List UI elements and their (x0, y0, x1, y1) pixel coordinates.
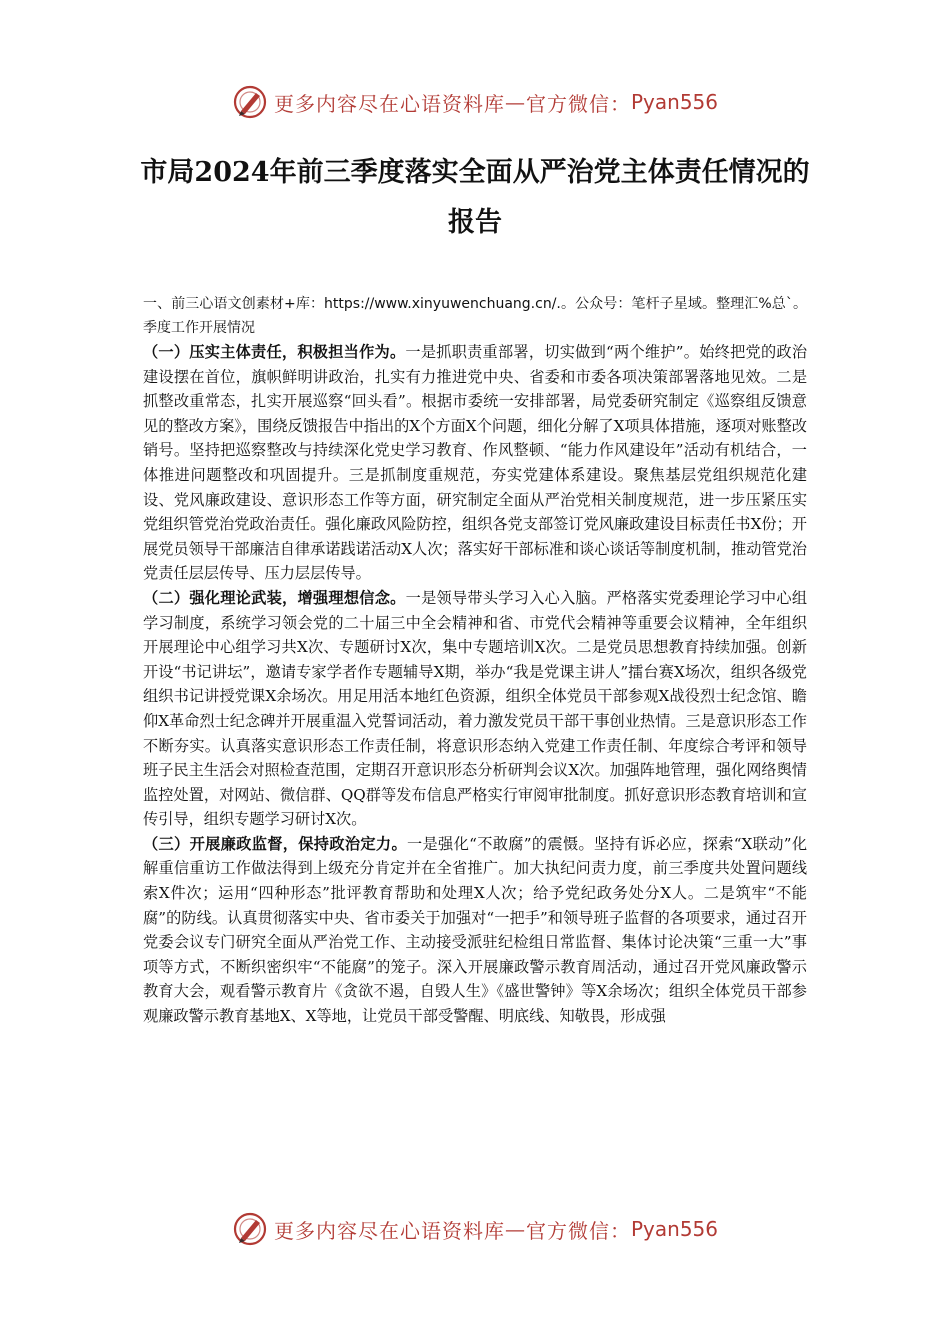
document-body (143, 292, 807, 1029)
banner-dash: — (504, 1217, 526, 1241)
paragraph-lead: （三）开展廉政监督，保持政治定力。 (143, 834, 407, 853)
banner-wechat-label: 官方微信： (525, 1218, 631, 1243)
paragraph-text: 一是领导带头学习入心入脑。严格落实党委理论学习中心组学习制度，系统学习领会党的二十届三中全会精神和省、市党代会精神等重要会议精神，全年组织开展理论中心组学习共X次、专题研讨X次，集中专题培训X次。二是党员思想教育持续加强。创新开设“书记讲坛”，邀请专家学者作专题辅导X期，举办“我是党课主讲人”擂台赛X场次，组织各级党组织书记讲授党课X余场次。用足用活本地红色资源，组织全体党员干部参观X战役烈士纪念馆、瞻仰X革命烈士纪念碑并开展重温入党誓词活动，着力激发党员干部干事创业热情。三是意识形态工作不断夯实。认真落实意识形态工作责任制，将意识形态纳入党建工作责任制、年度综合考评和领导班子民主生活会对照检查范围，定期召开意识形态分析研判会议X次。加强阵地管理，强化网络舆情监控处置，对网站、微信群、QQ群等发布信息严格实行审阅审批制度。抓好意识形态教育培训和宣传引导，组织专题学习研讨X次。 (143, 588, 808, 829)
pen-logo-icon (232, 1211, 268, 1247)
banner-wechat-id: Pyan556 (630, 1217, 718, 1241)
paragraph-lead: （一）压实主体责任，积极担当作为。 (143, 343, 406, 361)
footer-banner (0, 1209, 950, 1249)
banner-wechat-id: Pyan556 (630, 90, 718, 114)
paragraph-text: 一是抓职责重部署，切实做到“两个维护”。始终把党的政治建设摆在首位，旗帜鲜明讲政治，扎实有力推进党中央、省委和市委各项决策部署落地见效。二是抓整改重常态，扎实开展巡察“回头看”。根据市委统一安排部署，局党委研究制定《巡察组反馈意见的整改方案》，围绕反馈报告中指出的X个方面X个问题，细化分解了X项具体措施，逐项对账整改销号。坚持把巡察整改与持续深化党史学习教育、作风整顿、“能力作风建设年”活动有机结合，一体推进问题整改和巩固提升。三是抓制度重规范，夯实党建体系建设。聚焦基层党组织规范化建设、党风廉政建设、意识形态工作等方面，研究制定全面从严治党相关制度规范，进一步压紧压实党组织管党治党政治责任。强化廉政风险防控，组织各党支部签订党风廉政建设目标责任书X份；开展党员领导干部廉洁自律承诺践诺活动X人次；落实好干部标准和谈心谈话等制度机制，推动管党治党责任层层传导、压力层层传导。 (143, 343, 808, 583)
banner-dash: — (504, 90, 526, 114)
paragraph-2 (143, 586, 807, 832)
banner-site-text: 更多内容尽在心语资料库 (273, 1218, 505, 1243)
banner-site-text: 更多内容尽在心语资料库 (273, 91, 505, 116)
document-title: 市局2024年前三季度落实全面从严治党主体责任情况的报告 (140, 157, 810, 238)
paragraph-1 (143, 340, 807, 586)
paragraph-3 (143, 832, 807, 1029)
header-banner (0, 82, 950, 122)
banner-wechat-label: 官方微信： (525, 91, 631, 116)
paragraph-lead: （二）强化理论武装，增强理想信念。 (143, 588, 406, 607)
section-heading: 一、前三心语文创素材+库：https://www.xinyuwenchuang.cn/.。公众号：笔杆子星域。整理汇%总`。季度工作开展情况 (143, 296, 807, 336)
pen-logo-icon (232, 84, 268, 120)
paragraph-text: 一是强化“不敢腐”的震慑。坚持有诉必应，探索“X联动”化解重信重访工作做法得到上级充分肯定并在全省推广。加大执纪问责力度，前三季度共处置问题线索X件次；运用“四种形态”批评教育帮助和处理X人次；给予党纪政务处分X人。二是筑牢“不能腐”的防线。认真贯彻落实中央、省市委关于加强对“一把手”和领导班子监督的各项要求，通过召开党委会议专门研究全面从严治党工作、主动接受派驻纪检组日常监督、集体讨论决策“三重一大”事项等方式，不断织密织牢“不能腐”的笼子。深入开展廉政警示教育周活动，通过召开党风廉政警示教育大会，观看警示教育片《贪欲不遏，自毁人生》《盛世警钟》等X余场次；组织全体党员干部参观廉政警示教育基地X、X等地，让党员干部受警醒、明底线、知敬畏，形成强 (143, 834, 808, 1026)
